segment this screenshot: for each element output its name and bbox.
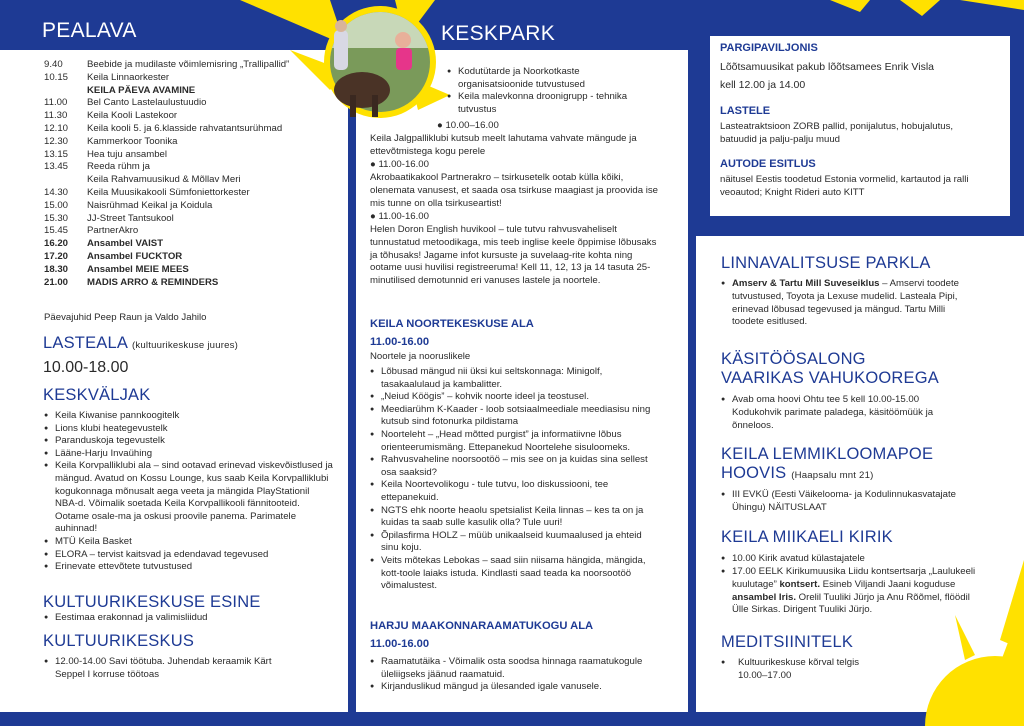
schedule-time: 10.15 [44, 71, 69, 83]
schedule-text: Naisrühmad Keikal ja Koidula [87, 199, 213, 211]
schedule-text: Hea tuju ansambel [87, 148, 167, 160]
noortekeskus-time: 11.00-16.00 [370, 336, 430, 348]
schedule-text: Keila Linnaorkester [87, 71, 170, 83]
meditsiin-line1: ● Kultuurikeskuse kõrval telgis [721, 657, 860, 668]
list-item: ● Meediarühm K-Kaader - loob sotsiaalmeediale meediasisu ning kutsub sind fotonurka pildistama [370, 404, 660, 429]
keskpark-text2: Akrobaatikakool Partnerakro – tsirkusetelk ootab külla kõiki, olenemata vanusest, et saada osa tsirkuse maagiast ja proovida ise mis tunne on olla tsirkuseartist! [370, 172, 658, 209]
schedule-row [44, 136, 289, 149]
schedule-time: 12.30 [44, 135, 69, 147]
autode-text: näitusel Eestis toodetud Estonia vormelid, kartautod ja ralli veoautod; Knight Rideri auto KITT [720, 174, 969, 198]
lasteala-time: 10.00-18.00 [43, 359, 129, 376]
schedule-time: 11.30 [44, 110, 68, 122]
autode-title: AUTODE ESITLUS [720, 158, 816, 170]
schedule-time: 11.00 [44, 97, 68, 109]
pargipaviljon-line2: kell 12.00 ja 14.00 [720, 79, 806, 91]
schedule-time: 15.00 [44, 199, 69, 211]
list-item: ● Kirjanduslikud mängud ja ülesanded igale vanusele. [370, 681, 660, 694]
kasitoo-text: ● Avab oma hoovi Ohtu tee 5 kell 10.00-15.00 Kodukohvik parimate paladega, käsitöömüük ja õnneloos. [721, 394, 934, 431]
list-item: ● ELORA – tervist kaitsvad ja edendavad tegevused [44, 549, 334, 562]
lemmikloom-heading1: KEILA LEMMIKLOOMAPOE [721, 445, 934, 463]
schedule-row [44, 149, 289, 162]
schedule-row [44, 200, 289, 213]
schedule-text: PartnerAkro [87, 225, 139, 237]
list-item: ● Raamatutäika - Võimalik osta soodsa hinnaga raamatukogule üleliigseks jäänud raamatuid. [370, 656, 660, 681]
keskvaljak-heading: KESKVÄLJAK [43, 386, 151, 404]
pargipaviljon-title: PARGIPAVILJONIS [720, 42, 818, 54]
schedule-time [44, 174, 87, 187]
schedule-row [44, 97, 289, 110]
schedule-row [44, 187, 289, 200]
schedule-time: 14.30 [44, 186, 69, 198]
kultuurikeskus-heading: KULTUURIKESKUS [43, 632, 195, 650]
noortekeskus-subtitle: Noortele ja nooruslikele [370, 351, 471, 362]
schedule-time: 15.30 [44, 212, 69, 224]
list-item: ● Keila Kiwanise pannkoogitelk [44, 410, 334, 423]
kirik-item2-b: Esineb Viljandi Jaani koguduse [820, 578, 956, 590]
schedule-text: Keila Rahvamuusikud & Mõllav Meri [87, 174, 241, 186]
schedule-text: Keila kooli 5. ja 6.klasside rahvatantsurühmad [87, 122, 283, 134]
list-item: ● Veits mõtekas Lebokas – saad siin niisama hängida, mängida, kott-toole laiaks istuda. Kindlasti saad teada ka noorsootöö võimalustest. [370, 555, 660, 593]
keskpark-top-list [447, 66, 657, 116]
esine-list [44, 612, 334, 625]
schedule-time: 13.45 [44, 161, 69, 173]
schedule-text: KEILA PÄEVA AVAMINE [87, 84, 196, 96]
schedule-text: Ansambel VAIST [87, 238, 164, 250]
schedule-text: Ansambel MEIE MEES [87, 263, 189, 275]
schedule-text: Keila Kooli Lastekoor [87, 110, 178, 122]
schedule-row [44, 85, 289, 98]
schedule-time: 21.00 [44, 276, 69, 288]
schedule-text: Keila Muusikakooli Sümfoniettorkester [87, 186, 250, 198]
list-item: ● Lions klubi heategevustelk [44, 423, 334, 436]
parkla-bold: Amserv & Tartu Mill Suveseiklus [732, 278, 880, 289]
schedule-text: JJ-Street Tantsukool [87, 212, 174, 224]
list-item: ● Paranduskoja tegevustelk [44, 435, 334, 448]
schedule-row [44, 72, 289, 85]
schedule-time: 16.20 [44, 238, 69, 250]
pealava-hosts: Päevajuhid Peep Raun ja Valdo Jahilo [44, 312, 207, 323]
schedule-row [44, 161, 289, 174]
list-item: ● MTÜ Keila Basket [44, 536, 334, 549]
kirik-heading: KEILA MIIKAELI KIRIK [721, 528, 893, 546]
schedule-row [44, 59, 289, 72]
schedule-text: MADIS ARRO & REMINDERS [87, 276, 219, 288]
lastele-title: LASTELE [720, 105, 771, 117]
keskpark-text1: Keila Jalgpalliklubi kutsub meelt lahutama vahvate mängude ja ettevõtmistega kogu perele [370, 133, 637, 157]
schedule-time [44, 85, 87, 98]
kirik-item2: ● 17.00 EELK Kirikumuusika Liidu kontsertsarja „Laulukeeli kuulutage” kontsert. Esineb Viljandi Jaani koguduse ansambel Iris. Orelil Tuuliki Jürjo ja Anu Rõõmel, flöödil Ülle Sirkas. Dirigent Tuuliki Jürjo. [721, 566, 976, 616]
list-item: ● Eestimaa erakonnad ja valimisliidud [44, 612, 334, 625]
schedule-row [44, 264, 289, 277]
list-item: ● Rahvusvaheline noorsootöö – mis see on ja kuidas sina sellest osa saaksid? [370, 454, 660, 479]
schedule-time: 13.15 [44, 148, 69, 160]
kultuurikeskus-list [44, 656, 274, 681]
schedule-time: 9.40 [44, 59, 63, 70]
schedule-row [44, 251, 289, 264]
schedule-row [44, 225, 289, 238]
kirik-item2-bold: kontsert. [779, 578, 820, 590]
keskpark-time2-text: 11.00-16.00 [378, 159, 429, 170]
keskpark-time1-text: 10.00–16.00 [445, 120, 499, 131]
noortekeskus-list [370, 366, 660, 593]
list-item: ● Kodutütarde ja Noorkotkaste organisatsioonide tutvustused [447, 66, 657, 91]
lemmikloom-heading2 [721, 464, 874, 485]
meditsiin-line2: 10.00–17.00 [738, 670, 792, 681]
esine-heading: KULTUURIKESKUSE ESINE [43, 593, 261, 611]
list-item: ● NGTS ehk noorte heaolu spetsialist Keila linnas – kes ta on ja kuidas ta saab sulle kasulik olla? Tule uuri! [370, 505, 660, 530]
kasitoo-body: Avab oma hoovi Ohtu tee 5 kell 10.00-15.00 Kodukohvik parimate paladega, käsitöömüük ja õnneloos. [732, 394, 934, 431]
kirik-item1-text: 10.00 Kirik avatud külastajatele [732, 553, 865, 564]
list-item: ● Lõbusad mängud nii üksi kui seltskonnaga: Minigolf, tasakaalulaud ja kambalitter. [370, 366, 660, 391]
keskpark-time3-text: 11.00-16.00 [378, 211, 429, 222]
parkla-heading: LINNAVALITSUSE PARKLA [721, 254, 931, 272]
list-item: ● Erinevate ettevõtete tutvustused [44, 561, 334, 574]
lasteala-note: (kultuurikeskuse juures) [131, 340, 239, 351]
pargipaviljon-line1: Lõõtsamuusikat pakub lõõtsamees Enrik Visla [720, 61, 935, 73]
schedule-row [44, 110, 289, 123]
keskpark-heading: KESKPARK [441, 22, 556, 45]
schedule-time: 17.20 [44, 250, 69, 262]
kasitoo-heading1: KÄSITÖÖSALONG [721, 350, 866, 368]
schedule-time: 15.45 [44, 225, 69, 237]
keskvaljak-list [44, 410, 334, 574]
list-item: ● Lääne-Harju Invaühing [44, 448, 334, 461]
schedule-row [44, 123, 289, 136]
lemmikloom-note: (Haapsalu mnt 21) [791, 470, 874, 481]
schedule-row [44, 238, 289, 251]
schedule-time: 18.30 [44, 263, 69, 275]
schedule-time: 12.10 [44, 122, 69, 134]
list-item: ● Noorteleht – „Head mõtted purgist” ja informatiivne lõbus orienteerumismäng. Ettepanekud Noortelehe sisuloomeks. [370, 429, 660, 454]
pealava-schedule [44, 59, 289, 289]
kirik-item2-a: 17.00 EELK Kirikumuusika Liidu kontsertsarja „Laulukeeli kuulutage” [732, 566, 976, 590]
parkla-body: – Amservi toodete tutvustused, Toyota ja Lexuse mudelid. Lasteala Pipi, erinevad lõbusad tegevused ja mängud. Tartu Milli toodete esitlused. [732, 278, 959, 328]
list-item: ● 12.00-14.00 Savi töötuba. Juhendab keraamik Kärt Seppel I korruse töötoas [44, 656, 274, 681]
schedule-row [44, 277, 289, 290]
list-item: ● Õpilasfirma HOLZ – müüb unikaalseid kuumaalused ja ehteid sinu koju. [370, 530, 660, 555]
meditsiin-heading: MEDITSIINITELK [721, 633, 854, 651]
list-item: ● Keila Noortevolikogu - tule tutvu, loo diskussiooni, tee ettepanekuid. [370, 479, 660, 504]
parkla-text: ● Amserv & Tartu Mill Suveseiklus – Amservi toodete tutvustused, Toyota ja Lexuse mudelid. Lasteala Pipi, erinevad lõbusad tegevused ja mängud. Tartu Milli toodete esitlused. [721, 278, 959, 328]
kirik-item2-bold2: ansambel Iris. [732, 591, 796, 603]
kirik-item2-c: Orelil Tuuliki Jürjo ja Anu Rõõmel, flöödil Ülle Sirkas. Dirigent Tuuliki Jürjo. [732, 591, 970, 616]
raamatukogu-time: 11.00-16.00 [370, 638, 430, 650]
list-item: ● Keila malevkonna droonigrupp - tehnika tutvustus [447, 91, 657, 116]
keskpark-text3: Helen Doron English huvikool – tule tutvu rahvusvaheliselt tunnustatud metoodikaga, mis teeb inglise keele õppimise lõbusaks ja tõhusaks! Jagame infot kursuste ja suvelaag-rite kohta ning ootame uusi huvilisi registreeruma! Kell 11, 12, 13 ja 14 tasuta 25-minutilised demotunnid eri vanuses lastele ja noortele. [370, 224, 657, 287]
schedule-text: Ansambel FUCKTOR [87, 250, 183, 262]
raamatukogu-list [370, 656, 660, 694]
schedule-text: Beebide ja mudilaste võimlemisring „Trallipallid” [87, 59, 290, 70]
lasteala-title: LASTEALA [43, 334, 128, 352]
list-item: ● Keila Korvpalliklubi ala – sind ootavad erinevad viskevõistlused ja mängud. Avatud on Kossu Lounge, kus saab Keila Korvpalliklubi kogukonnaga mõnusalt aega veeta ja mängida PlayStationil NBA-d. Võimalik soetada Keila Korvpallikooli fännitooteid. Ootame osale-ma ja oskusi proovile panema. Parimatele auhinnad! [44, 460, 334, 536]
schedule-row [44, 213, 289, 226]
noortekeskus-heading: KEILA NOORTEKESKUSE ALA [370, 318, 534, 330]
lastele-text: Lasteatraktsioon ZORB pallid, ponijalutus, hobujalutus, batuudid ja palju-palju muud [720, 121, 954, 145]
schedule-text: Kammerkoor Toonika [87, 135, 178, 147]
lasteala-heading [43, 334, 238, 355]
kirik-item1: ● 10.00 Kirik avatud külastajatele [721, 553, 865, 564]
meditsiin-line1-text: Kultuurikeskuse kõrval telgis [738, 657, 860, 668]
keskpark-time2: ● 11.00-16.00 [370, 159, 429, 170]
schedule-text: Bel Canto Lastelaulustuudio [87, 97, 207, 109]
kasitoo-heading2: VAARIKAS VAHUKOOREGA [721, 369, 939, 387]
keskpark-time3: ● 11.00-16.00 [370, 211, 429, 222]
keskpark-time1: ● 10.00–16.00 [437, 120, 499, 131]
list-item: ● „Neiud Köögis” – kohvik noorte ideel ja teostusel. [370, 391, 660, 404]
schedule-text: Reeda rühm ja [87, 161, 150, 173]
lemmikloom-text: ● III EVKÜ (Eesti Väikelooma- ja Kodulinnukasvatajate Ühingu) NÄITUSLAAT [721, 489, 956, 513]
schedule-row [44, 174, 289, 187]
pealava-heading: PEALAVA [42, 19, 137, 42]
raamatukogu-heading: HARJU MAAKONNARAAMATUKOGU ALA [370, 620, 594, 632]
lemmikloom-title2: HOOVIS [721, 464, 787, 482]
lemmikloom-body: III EVKÜ (Eesti Väikelooma- ja Kodulinnukasvatajate Ühingu) NÄITUSLAAT [732, 489, 956, 513]
